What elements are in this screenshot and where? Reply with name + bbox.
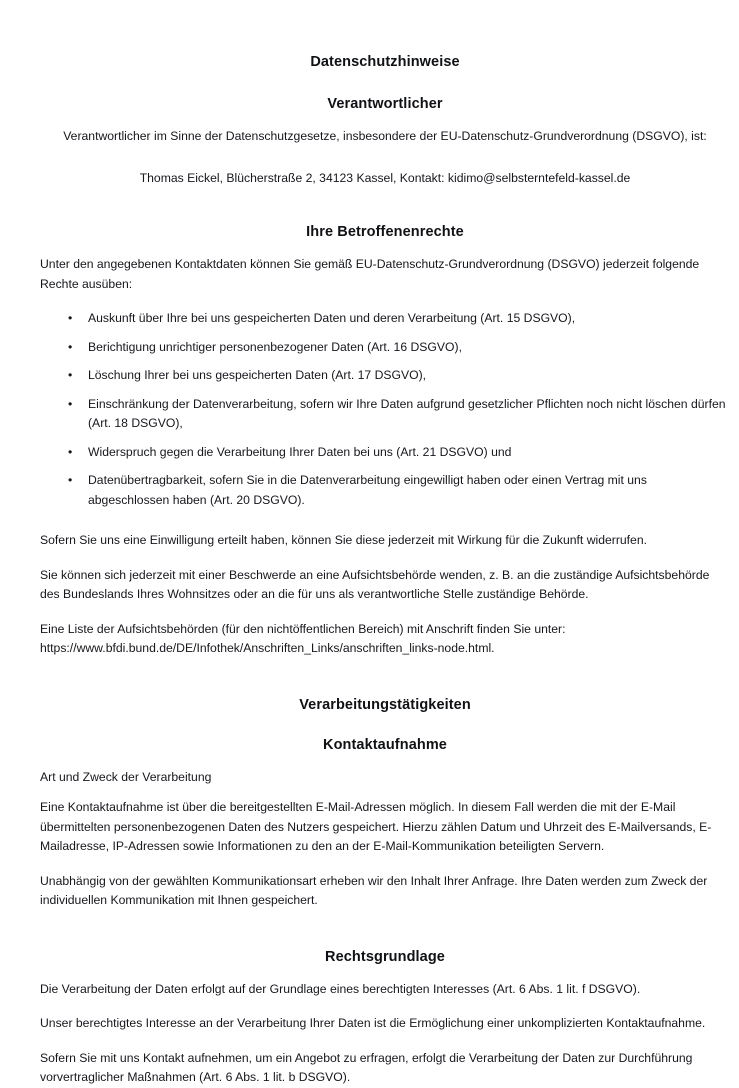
kontaktaufnahme-subtitle: Art und Zweck der Verarbeitung [40, 769, 212, 784]
rechtsgrundlage-paragraph-2: Unser berechtigtes Interesse an der Verarbeitung Ihrer Daten ist die Ermöglichung einer unkomplizierten Kontaktaufnahme. [40, 1016, 706, 1030]
bullet-icon: • [68, 368, 73, 382]
list-item [40, 366, 730, 386]
section-heading-betroffenenrechte: Ihre Betroffenenrechte [306, 224, 464, 240]
verantwortlicher-intro: Verantwortlicher im Sinne der Datenschutzgesetze, insbesondere der EU-Datenschutz-Grundverordnung (DSGVO), ist: [63, 129, 707, 143]
bullet-icon: • [68, 311, 73, 325]
list-item [40, 338, 730, 358]
list-item-label: Auskunft über Ihre bei uns gespeicherten Daten und deren Verarbeitung (Art. 15 DSGVO), [88, 311, 576, 325]
paragraph-revocation: Sofern Sie uns eine Einwilligung erteilt haben, können Sie diese jederzeit mit Wirkung für die Zukunft widerrufen. [40, 533, 647, 547]
spacer [40, 160, 730, 169]
spacer [40, 241, 730, 255]
verantwortlicher-contact-line: Thomas Eickel, Blücherstraße 2, 34123 Kassel, Kontakt: kidimo@selbsterntefeld-kassel.de [139, 170, 631, 185]
page-title: Datenschutzhinweise [310, 54, 460, 70]
list-item-label: Berichtigung unrichtiger personenbezogener Daten (Art. 16 DSGVO), [88, 339, 462, 354]
list-item-label: Löschung Ihrer bei uns gespeicherten Daten (Art. 17 DSGVO), [88, 368, 427, 382]
paragraph-complaint: Sie können sich jederzeit mit einer Beschwerde an eine Aufsichtsbehörde wenden, z. B. an die zuständige Aufsichtsbehörde des Bundeslands Ihres Wohnsitzes oder an die für uns als verantwortliche Stelle zuständige Behörde. [40, 567, 710, 601]
spacer [40, 754, 730, 768]
list-item-label: Einschränkung der Datenverarbeitung, sofern wir Ihre Daten aufgrund gesetzlicher Pflichten noch nicht löschen dürfen (Art. 18 DSGVO), [88, 396, 726, 430]
sub-heading-rechtsgrundlage: Rechtsgrundlage [325, 948, 445, 965]
spacer [40, 674, 730, 696]
list-item [40, 395, 730, 434]
authority-list-url[interactable]: https://www.bfdi.bund.de/DE/Infothek/Anschriften_Links/anschriften_links-node.html. [40, 641, 495, 655]
betroffenenrechte-intro: Unter den angegebenen Kontaktdaten können Sie gemäß EU-Datenschutz-Grundverordnung (DSGVO) jederzeit folgende Rechte ausüben: [40, 257, 700, 291]
paragraph-authority-list: Eine Liste der Aufsichtsbehörden (für den nichtöffentlichen Bereich) mit Anschrift finden Sie unter: [40, 621, 566, 636]
list-item [40, 309, 730, 329]
spacer [40, 113, 730, 127]
rechtsgrundlage-paragraph-3: Sofern Sie mit uns Kontakt aufnehmen, um ein Angebot zu erfragen, erfolgt die Verarbeitung der Daten zur Durchführung vorvertraglicher Maßnahmen (Art. 6 Abs. 1 lit. b DSGVO). [40, 1050, 693, 1084]
list-item-label: Datenübertragbarkeit, sofern Sie in die Datenverarbeitung eingewilligt haben oder einen Vertrag mit uns abgeschlossen haben (Art. 20 DSGVO). [88, 473, 647, 507]
bullet-icon: • [68, 339, 73, 354]
bullet-icon: • [68, 444, 73, 459]
sub-heading-kontaktaufnahme: Kontaktaufnahme [323, 736, 447, 753]
spacer [40, 714, 730, 736]
spacer [40, 522, 730, 531]
rechtsgrundlage-paragraph-1: Die Verarbeitung der Daten erfolgt auf der Grundlage eines berechtigten Interesses (Art. 6 Abs. 1 lit. f DSGVO). [40, 981, 641, 996]
list-item-label: Widerspruch gegen die Verarbeitung Ihrer Daten bei uns (Art. 21 DSGVO) und [88, 444, 512, 459]
bullet-icon: • [68, 396, 73, 411]
kontaktaufnahme-paragraph-2: Unabhängig von der gewählten Kommunikationsart erheben wir den Inhalt Ihrer Anfrage. Ihre Daten werden zum Zweck der individuellen Kommunikation mit Ihnen gespeichert. [40, 873, 708, 907]
kontaktaufnahme-paragraph-1: Eine Kontaktaufnahme ist über die bereitgestellten E-Mail-Adressen möglich. In diesem Fall werden die mit der E-Mail übermittelten personenbezogenen Daten des Nutzers gespeichert. Hierzu zählen Datum und Uhrzeit des E-Mailversands, E-Mailadresse, IP-Adressen sowie Informationen zu den an der E-Mail-Kommunikation beteiligten Servern. [40, 800, 712, 853]
bullet-icon: • [68, 473, 73, 487]
spacer [40, 201, 730, 223]
section-heading-verantwortlicher: Verantwortlicher [327, 96, 443, 112]
spacer [40, 71, 730, 95]
section-heading-verarbeitungstaetigkeiten: Verarbeitungstätigkeiten [299, 696, 471, 713]
rights-list [40, 309, 730, 510]
list-item [40, 443, 730, 463]
list-item [40, 471, 730, 510]
spacer [40, 926, 730, 948]
spacer [40, 966, 730, 980]
